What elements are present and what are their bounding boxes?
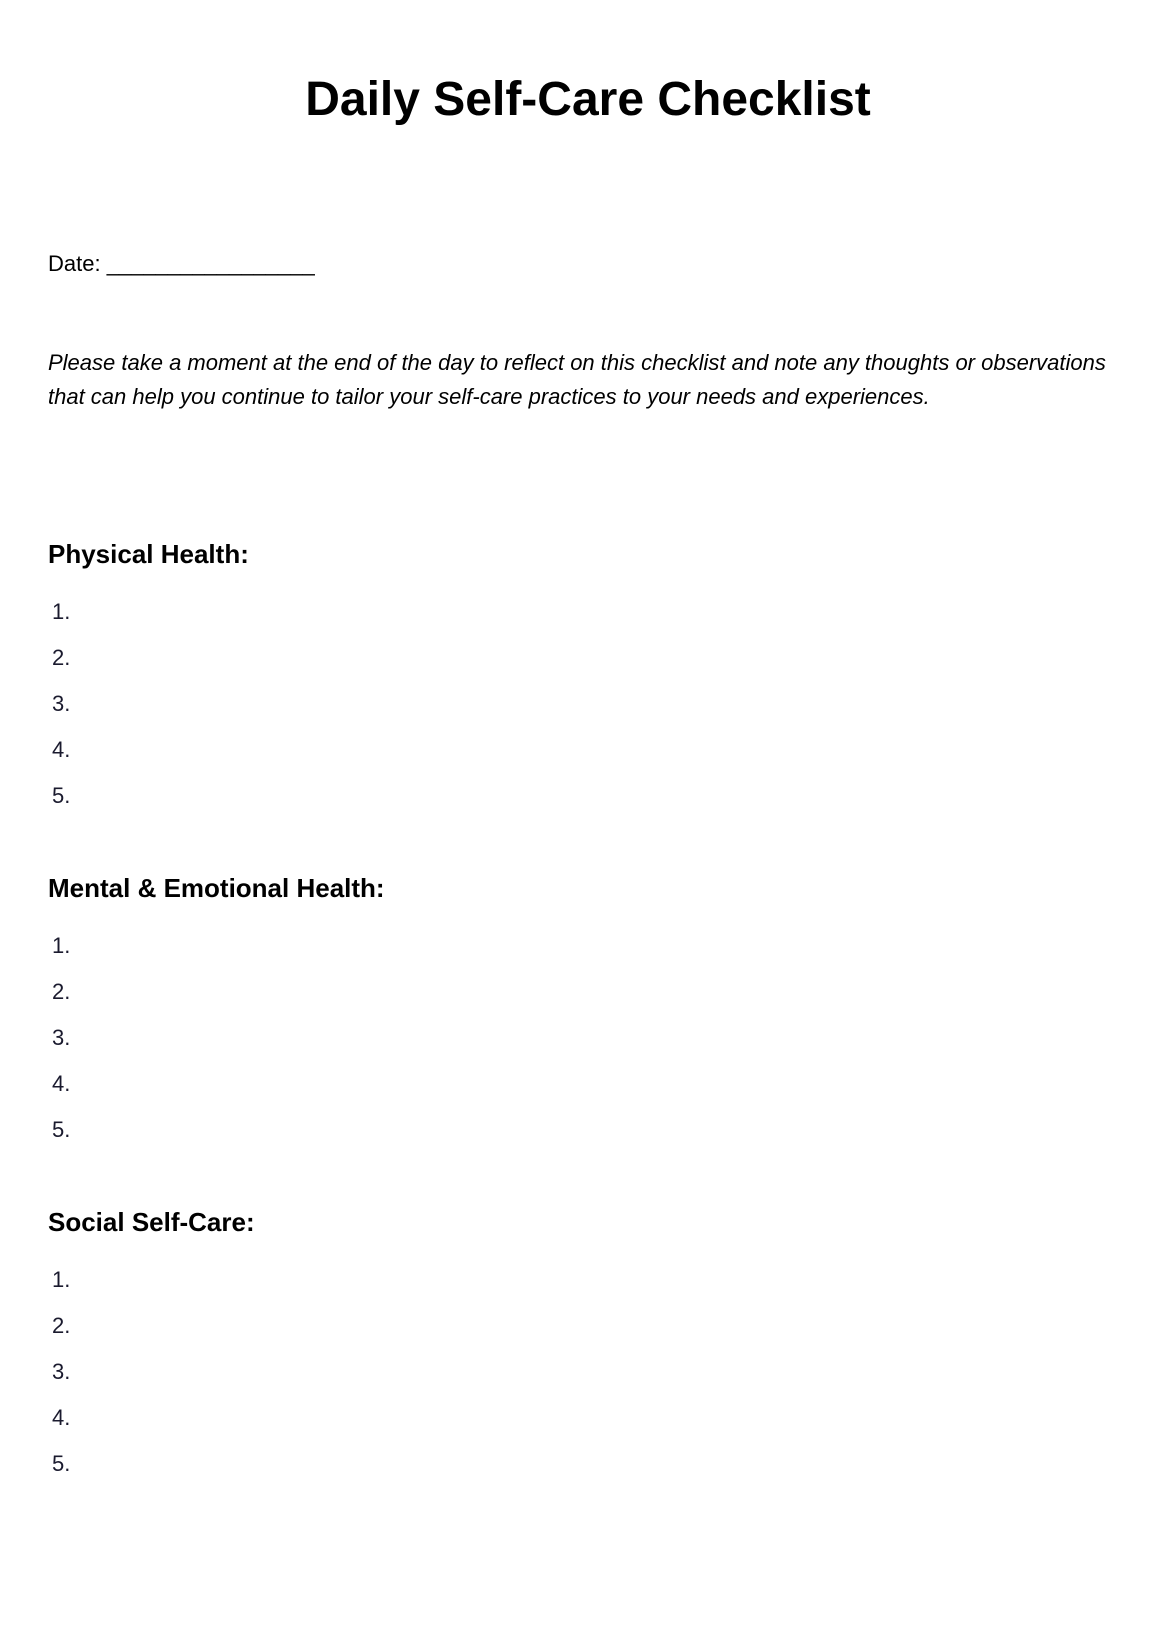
list-item: 3. (52, 1025, 71, 1050)
list-item: 1. (52, 599, 71, 624)
section-heading-physical-health: Physical Health: (48, 539, 249, 569)
list-item: 3. (52, 1359, 71, 1384)
list-item: 5. (52, 1451, 71, 1476)
list-item: 2. (52, 979, 71, 1004)
physical-health-list (52, 598, 70, 828)
list-item: 5. (52, 783, 71, 808)
list-item: 4. (52, 1071, 71, 1096)
page-title: Daily Self-Care Checklist (305, 73, 871, 126)
list-item: 3. (52, 691, 71, 716)
section-heading-mental-emotional-health: Mental & Emotional Health: (48, 873, 385, 903)
list-item: 2. (52, 1313, 71, 1338)
section-heading-social-self-care: Social Self-Care: (48, 1207, 255, 1237)
mental-emotional-health-list (52, 932, 70, 1162)
intro-text: Please take a moment at the end of the day to reflect on this checklist and note any thoughts or observations that can help you continue to tailor your self-care practices to your needs and experiences. (48, 350, 1106, 409)
list-item: 4. (52, 737, 71, 762)
list-item: 2. (52, 645, 71, 670)
date-field: Date: _________________ (48, 251, 315, 276)
list-item: 1. (52, 933, 71, 958)
list-item: 1. (52, 1267, 71, 1292)
list-item: 5. (52, 1117, 71, 1142)
list-item: 4. (52, 1405, 71, 1430)
social-self-care-list (52, 1266, 70, 1496)
